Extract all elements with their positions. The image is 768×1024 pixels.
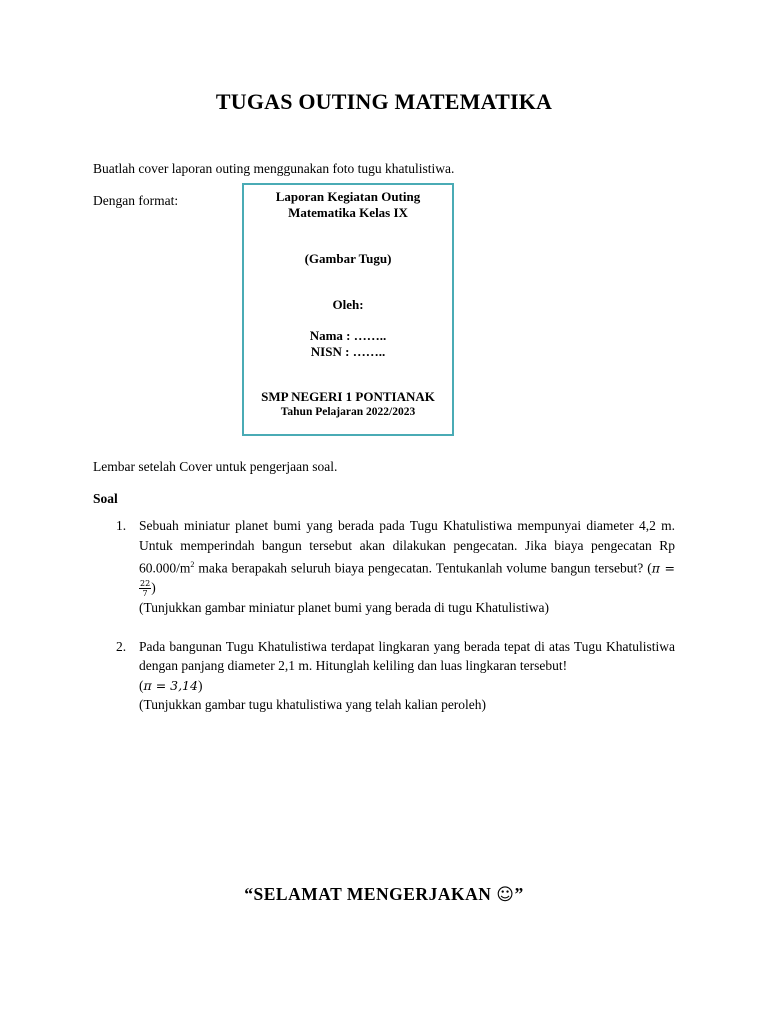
soal-heading: Soal bbox=[93, 491, 118, 506]
pi-fraction: $\frac{22}{7}$ bbox=[140, 579, 151, 599]
question-item-1 bbox=[93, 516, 675, 618]
page-title: TUGAS OUTING MATEMATIKA bbox=[215, 89, 553, 114]
closing-message: “SELAMAT MENGERJAKAN ☺” bbox=[244, 884, 524, 905]
question-list bbox=[93, 516, 675, 715]
instruction-text: Buatlah cover laporan outing menggunakan foto tugu khatulistiwa. bbox=[93, 161, 455, 176]
pi-symbol: π = bbox=[651, 560, 675, 576]
question-number: 1. bbox=[116, 518, 127, 533]
cover-picture-placeholder: (Gambar Tugu) bbox=[304, 251, 392, 266]
question-number: 2. bbox=[116, 638, 127, 654]
question-note: (Tunjukkan gambar miniatur planet bumi yang berada di tugu Khatulistiwa) bbox=[139, 600, 550, 616]
cover-school-name: SMP NEGERI 1 PONTIANAK bbox=[261, 389, 435, 404]
cover-title-line2: Matematika Kelas IX bbox=[288, 205, 408, 220]
cover-academic-year: Tahun Pelajaran 2022/2023 bbox=[280, 406, 416, 418]
format-label: Dengan format: bbox=[93, 193, 179, 208]
cover-by-label: Oleh: bbox=[332, 297, 364, 312]
cover-format-box bbox=[242, 183, 454, 436]
smiley-icon: ☺ bbox=[496, 885, 515, 905]
question-text: Pada bangunan Tugu Khatulistiwa terdapat lingkaran yang berada tepat di atas Tugu Khatulistiwa dengan panjang diameter 2,1 m. Hitunglah keliling dan luas lingkaran tersebut! bbox=[139, 638, 675, 674]
question-text: Sebuah miniatur planet bumi yang berada pada Tugu Khatulistiwa mempunyai diameter 4,2 m. Untuk memperindah bangun tersebut akan dilakukan pengecatan. Jika biaya pengecatan Rp $60.000/m^2$ maka berapakah seluruh biaya pengecatan. Tentukanlah volume bangun tersebut? (π = $\frac{22}{7}$ ) bbox=[139, 518, 675, 599]
question-note: (Tunjukkan gambar tugu khatulistiwa yang telah kalian peroleh) bbox=[139, 697, 487, 713]
question-item-2 bbox=[93, 637, 675, 715]
cover-name-field: Nama : …….. bbox=[309, 328, 387, 343]
cover-nisn-field: NISN : …….. bbox=[310, 344, 386, 359]
cover-title-line1: Laporan Kegiatan Outing bbox=[275, 189, 421, 204]
after-cover-note: Lembar setelah Cover untuk pengerjaan soal. bbox=[93, 459, 338, 474]
question-pi-value: (π = 3,14) bbox=[139, 677, 203, 693]
